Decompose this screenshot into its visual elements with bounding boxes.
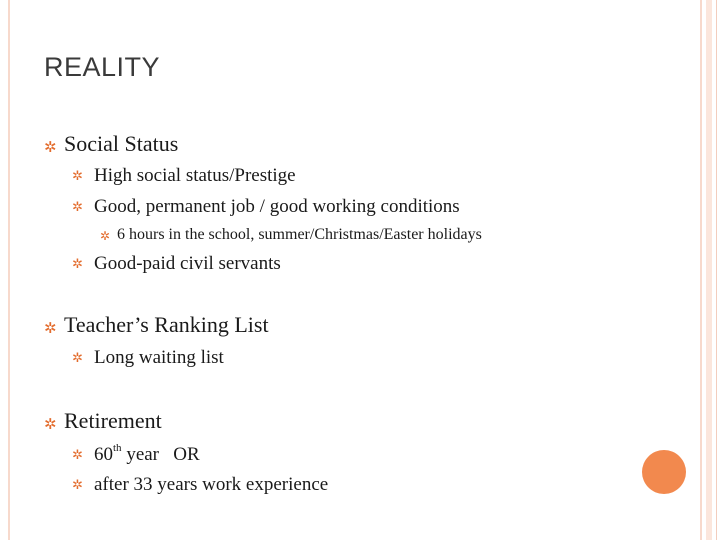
section-heading-retirement: Retirement bbox=[64, 408, 162, 433]
retire-rest: year OR bbox=[121, 444, 200, 465]
gear-bullet-icon: ✲ bbox=[44, 140, 57, 156]
retire-superscript: th bbox=[113, 442, 122, 454]
list-item: Long waiting list bbox=[94, 347, 224, 368]
gear-bullet-icon: ✲ bbox=[44, 321, 57, 337]
decorative-stripe bbox=[706, 0, 712, 540]
slide-title: REALITY bbox=[44, 52, 161, 82]
gear-bullet-icon: ✲ bbox=[72, 256, 83, 271]
gear-bullet-icon: ✲ bbox=[72, 350, 83, 365]
section-heading-social-status: Social Status bbox=[64, 131, 179, 156]
sub-list-item: 6 hours in the school, summer/Christmas/Easter holidays bbox=[117, 226, 482, 243]
list-item: Good-paid civil servants bbox=[94, 253, 281, 274]
list-item: Good, permanent job / good working conditions bbox=[94, 196, 460, 217]
decorative-line bbox=[716, 0, 717, 540]
list-item: after 33 years work experience bbox=[94, 474, 329, 495]
gear-bullet-icon: ✲ bbox=[72, 199, 83, 214]
gear-bullet-icon: ✲ bbox=[44, 417, 57, 433]
list-item: High social status/Prestige bbox=[94, 165, 296, 186]
gear-bullet-icon: ✲ bbox=[72, 447, 83, 462]
gear-bullet-icon: ✲ bbox=[72, 168, 83, 183]
decorative-circle bbox=[642, 450, 686, 494]
list-item-retirement-age bbox=[94, 444, 200, 466]
gear-bullet-icon: ✲ bbox=[72, 477, 83, 492]
gear-bullet-icon: ✲ bbox=[100, 229, 111, 243]
retire-number: 60 bbox=[94, 444, 113, 465]
section-heading-ranking-list: Teacher’s Ranking List bbox=[64, 312, 269, 337]
